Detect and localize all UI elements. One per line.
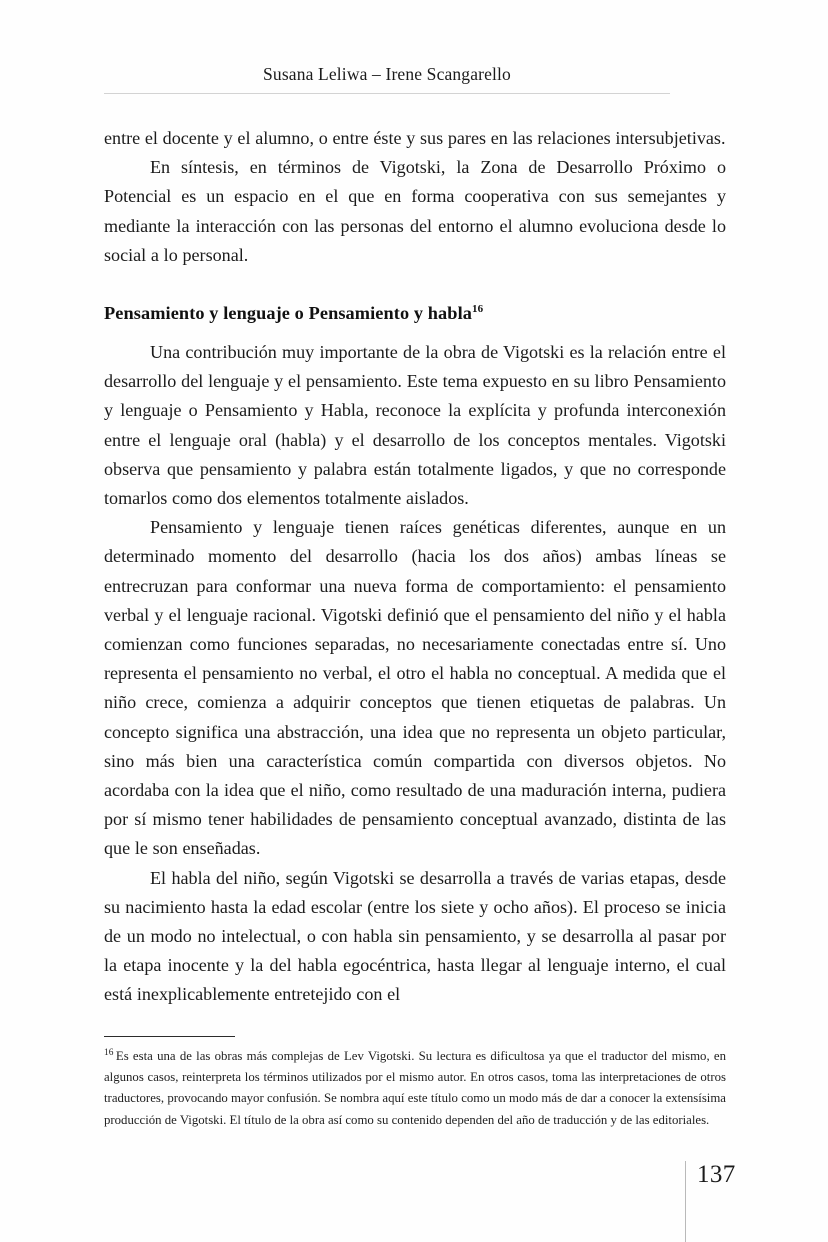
footnote-marker: 16 bbox=[104, 1047, 114, 1058]
body-text-column bbox=[104, 124, 726, 1010]
footnote-block bbox=[104, 1046, 726, 1131]
paragraph-continued: entre el docente y el alumno, o entre éste y sus pares en las relaciones intersubjetivas. bbox=[104, 128, 726, 148]
page-number: 137 bbox=[697, 1161, 736, 1188]
paragraph-sintesis: En síntesis, en términos de Vigotski, la Zona de Desarrollo Próximo o Potencial es un espacio en el que en forma cooperativa con sus semejantes y mediante la interacción con las personas del entorno el alumno evoluciona desde lo social a lo personal. bbox=[104, 157, 726, 265]
section-heading bbox=[104, 299, 726, 328]
paragraph-habla: El habla del niño, según Vigotski se desarrolla a través de varias etapas, desde su nacimiento hasta la edad escolar (entre los siete y ocho años). El proceso se inicia de un modo no intelectual, o con habla sin pensamiento, y se desarrolla al pasar por la etapa inocente y la del habla egocéntrica, hasta llegar al lenguaje interno, el cual está inexplicablemente entretejido con el bbox=[104, 867, 726, 1005]
folio-divider-rule bbox=[685, 1161, 686, 1242]
header-divider-rule bbox=[104, 93, 670, 94]
paragraph-raices: Pensamiento y lenguaje tienen raíces genéticas diferentes, aunque en un determinado momento del desarrollo (hacia los dos años) ambas líneas se entrecruzan para conformar una nueva forma de comportamiento: el pensamiento verbal y el lenguaje racional. Vigotski definió que el pensamiento del niño y el habla comienzan como funciones separadas, no necesariamente conectadas entre sí. Uno representa el pensamiento no verbal, el otro el habla no conceptual. A medida que el niño crece, comienza a adquirir conceptos que tienen etiquetas de palabras. Un concepto significa una abstracción, una idea que no representa un objeto particular, sino más bien una característica común compartida con diversos objetos. No acordaba con la idea que el niño, como resultado de una maduración interna, pudiera por sí mismo tener habilidades de pensamiento conceptual avanzado, distinta de las que le son enseñadas. bbox=[104, 517, 726, 859]
heading-footnote-marker: 16 bbox=[472, 302, 484, 315]
paragraph-contribucion: Una contribución muy importante de la obra de Vigotski es la relación entre el desarrollo del lenguaje y el pensamiento. Este tema expuesto en su libro Pensamiento y lenguaje o Pensamiento y Habla, reconoce la explícita y profunda interconexión entre el lenguaje oral (habla) y el desarrollo de los conceptos mentales. Vigotski observa que pensamiento y palabra están totalmente ligados, y que no corresponde tomarlos como dos elementos totalmente aislados. bbox=[104, 342, 726, 509]
footnote-text: Es esta una de las obras más complejas de Lev Vigotski. Su lectura es dificultosa ya que el traductor del mismo, en algunos casos, reinterpreta los términos utilizados por el mismo autor. En otros casos, toma las interpretaciones de otros traductores, provocando mayor confusión. Se nombra aquí este título como un modo más de dar a conocer la extensísima producción de Vigotski. El título de la obra así como su contenido dependen del año de traducción y de las editoriales. bbox=[104, 1049, 726, 1127]
footnote-separator-rule bbox=[104, 1036, 235, 1037]
section-heading-text: Pensamiento y lenguaje o Pensamiento y habla bbox=[104, 303, 472, 324]
running-head: Susana Leliwa – Irene Scangarello bbox=[263, 64, 511, 84]
